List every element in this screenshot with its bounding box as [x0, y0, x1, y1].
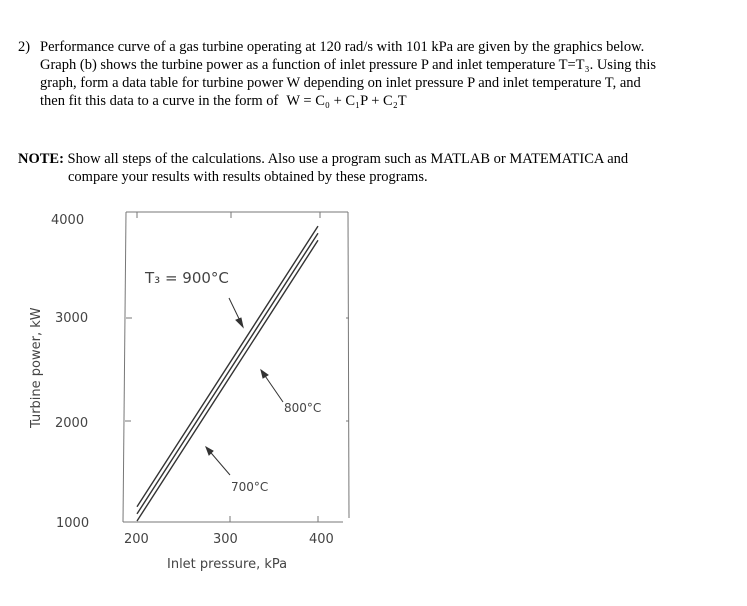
annotation-900: T₃ = 900°C [145, 269, 229, 287]
annotation-800: 800°C [284, 401, 322, 415]
arrow-800-head [261, 370, 268, 378]
x-tick-label-400: 400 [309, 532, 334, 547]
plot-frame-left [123, 212, 126, 522]
problem-line-3: graph, form a data table for turbine power W depending on inlet pressure P and inlet temperature T, and [40, 75, 641, 91]
problem-line-2: Graph (b) shows the turbine power as a function of inlet pressure P and inlet temperature T=T₃. Using this [40, 57, 657, 73]
note-label: NOTE: [18, 151, 64, 167]
y-axis-label: Turbine power, kW [29, 307, 44, 428]
plot-frame-right [348, 212, 349, 518]
y-tick-label-4000: 4000 [51, 213, 85, 228]
y-tick-label-2000: 2000 [55, 416, 89, 431]
y-tick-label-3000: 3000 [55, 311, 89, 326]
y-tick-label-1000: 1000 [56, 516, 90, 531]
x-tick-label-300: 300 [213, 532, 238, 547]
problem-line-4-text: then fit this data to a curve in the form of [40, 93, 279, 109]
fit-equation: W = C₀ + C₁P + C₂T [286, 93, 407, 109]
x-tick-label-200: 200 [124, 532, 149, 547]
problem-number: 2) [18, 39, 31, 55]
x-axis-label: Inlet pressure, kPa [167, 557, 288, 572]
annotation-700: 700°C [231, 480, 269, 494]
note-line-2: compare your results with results obtained by these programs. [68, 169, 428, 185]
arrow-900-head [236, 318, 243, 327]
problem-line-1: Performance curve of a gas turbine operating at 120 rad/s with 101 kPa are given by the graphics below. [40, 39, 645, 55]
note-line-1: Show all steps of the calculations. Also use a program such as MATLAB or MATEMATICA and [67, 151, 629, 167]
